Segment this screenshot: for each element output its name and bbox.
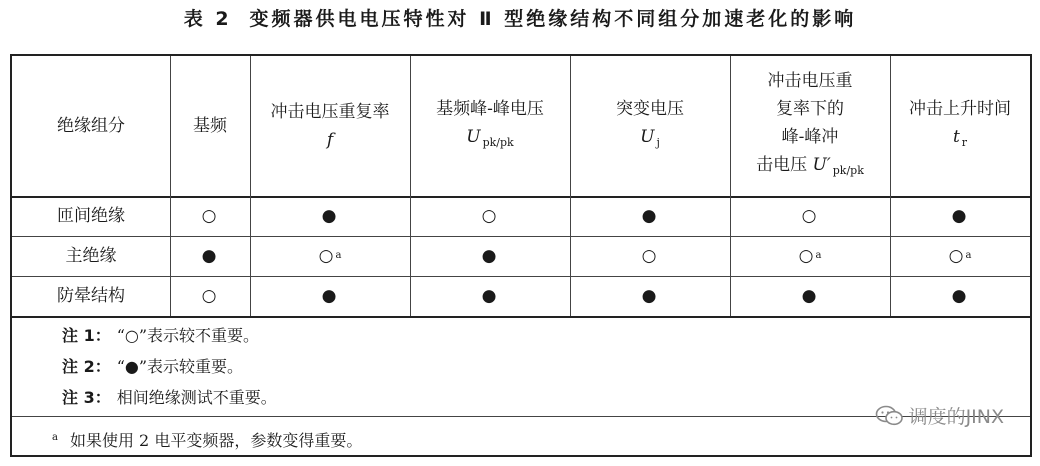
header-step-voltage-label: 突变电压	[616, 99, 684, 119]
data-table	[10, 54, 1032, 457]
importance-symbol: ●	[321, 206, 337, 226]
symbol-subscript: pk/pk	[832, 164, 864, 177]
table-row-label	[12, 276, 170, 316]
note-text: “●”表示较重要。	[116, 357, 244, 376]
importance-symbol: ○	[201, 206, 217, 226]
header-repetitive-peak-text: 击电压	[756, 155, 808, 175]
footnote-marker: a	[965, 250, 972, 261]
row-name: 匝间绝缘	[57, 206, 125, 226]
table-cell	[410, 276, 570, 316]
importance-symbol: ○	[481, 206, 497, 226]
importance-symbol: ○	[641, 246, 657, 266]
table-cell	[890, 276, 1030, 316]
note-label: 注 2：	[62, 357, 111, 376]
table-title	[0, 4, 1040, 31]
importance-symbol: ●	[641, 286, 657, 306]
footnote-text: 如果使用 2 电平变频器，参数变得重要。	[69, 431, 363, 450]
table-cell	[250, 196, 410, 236]
header-peak-to-peak	[410, 56, 570, 196]
importance-symbol: ○	[201, 286, 217, 306]
header-frequency	[170, 56, 250, 196]
header-repetition-rate-label: 冲击电压重复率	[270, 102, 390, 122]
header-repetition-rate	[250, 56, 410, 196]
watermark	[875, 402, 1004, 429]
table-row-label	[12, 236, 170, 276]
table-cell	[250, 276, 410, 316]
table-cell	[890, 196, 1030, 236]
table-cell	[570, 276, 730, 316]
header-rise-time	[890, 56, 1030, 196]
note-text: 相间绝缘测试不重要。	[116, 388, 277, 407]
header-peak-to-peak-label: 基频峰-峰电压	[436, 99, 544, 119]
importance-symbol: ●	[951, 286, 967, 306]
importance-symbol: ●	[951, 206, 967, 226]
header-component	[12, 56, 170, 196]
note-3	[62, 388, 277, 408]
importance-symbol: ○	[798, 246, 814, 266]
importance-symbol: ○	[948, 246, 964, 266]
wechat-icon	[875, 404, 905, 428]
importance-symbol: ●	[201, 246, 217, 266]
header-repetitive-peak-line1: 冲击电压重	[767, 71, 853, 91]
symbol-subscript: j	[656, 136, 660, 149]
table-cell	[730, 196, 890, 236]
header-rise-time-symbol	[953, 123, 967, 157]
footnote-marker: a	[335, 250, 342, 261]
table-cell	[250, 236, 410, 276]
watermark-text: 调度的JINX	[908, 406, 1004, 428]
header-repetitive-peak-line3: 峰-峰冲	[781, 127, 839, 147]
header-repetitive-peak-line4	[756, 151, 864, 185]
header-step-voltage-symbol	[640, 123, 660, 157]
row-name: 主绝缘	[65, 246, 117, 266]
header-peak-to-peak-symbol	[466, 123, 513, 157]
symbol-subscript: pk/pk	[482, 136, 514, 149]
table-cell	[570, 196, 730, 236]
footnote-marker: a	[815, 250, 822, 261]
header-frequency-label: 基频	[193, 116, 227, 136]
symbol-u-prime: U′	[812, 155, 831, 175]
note-2	[62, 357, 243, 377]
body-divider	[12, 316, 1030, 318]
header-repetition-rate-symbol: f	[326, 130, 334, 150]
table-cell	[570, 236, 730, 276]
table-row-label	[12, 196, 170, 236]
note-label: 注 1：	[62, 326, 111, 345]
header-repetitive-peak-line2: 复率下的	[776, 99, 844, 119]
note-text: “○”表示较不重要。	[116, 326, 260, 345]
header-component-label: 绝缘组分	[57, 116, 125, 136]
note-label: 注 3：	[62, 388, 111, 407]
table-cell	[890, 236, 1030, 276]
symbol-subscript: r	[961, 136, 968, 149]
row-name: 防晕结构	[57, 286, 125, 306]
table-cell	[410, 196, 570, 236]
table-cell	[730, 276, 890, 316]
header-step-voltage	[570, 56, 730, 196]
table-number: 表 2	[183, 8, 232, 30]
table-caption: 变频器供电电压特性对 Ⅱ 型绝缘结构不同组分加速老化的影响	[249, 8, 857, 30]
symbol-u: U	[466, 127, 481, 147]
importance-symbol: ●	[481, 286, 497, 306]
header-rise-time-label: 冲击上升时间	[909, 99, 1011, 119]
table-cell	[170, 196, 250, 236]
table-cell	[730, 236, 890, 276]
header-repetitive-peak	[730, 56, 890, 196]
footnote-mark: a	[52, 432, 58, 443]
importance-symbol: ○	[801, 206, 817, 226]
note-1	[62, 326, 259, 346]
footnote	[52, 428, 362, 451]
importance-symbol: ●	[321, 286, 337, 306]
symbol-t: t	[952, 127, 960, 147]
importance-symbol: ●	[641, 206, 657, 226]
importance-symbol: ○	[318, 246, 334, 266]
importance-symbol: ●	[801, 286, 817, 306]
table-cell	[410, 236, 570, 276]
table-cell	[170, 276, 250, 316]
importance-symbol: ●	[481, 246, 497, 266]
symbol-u: U	[640, 127, 655, 147]
table-cell	[170, 236, 250, 276]
